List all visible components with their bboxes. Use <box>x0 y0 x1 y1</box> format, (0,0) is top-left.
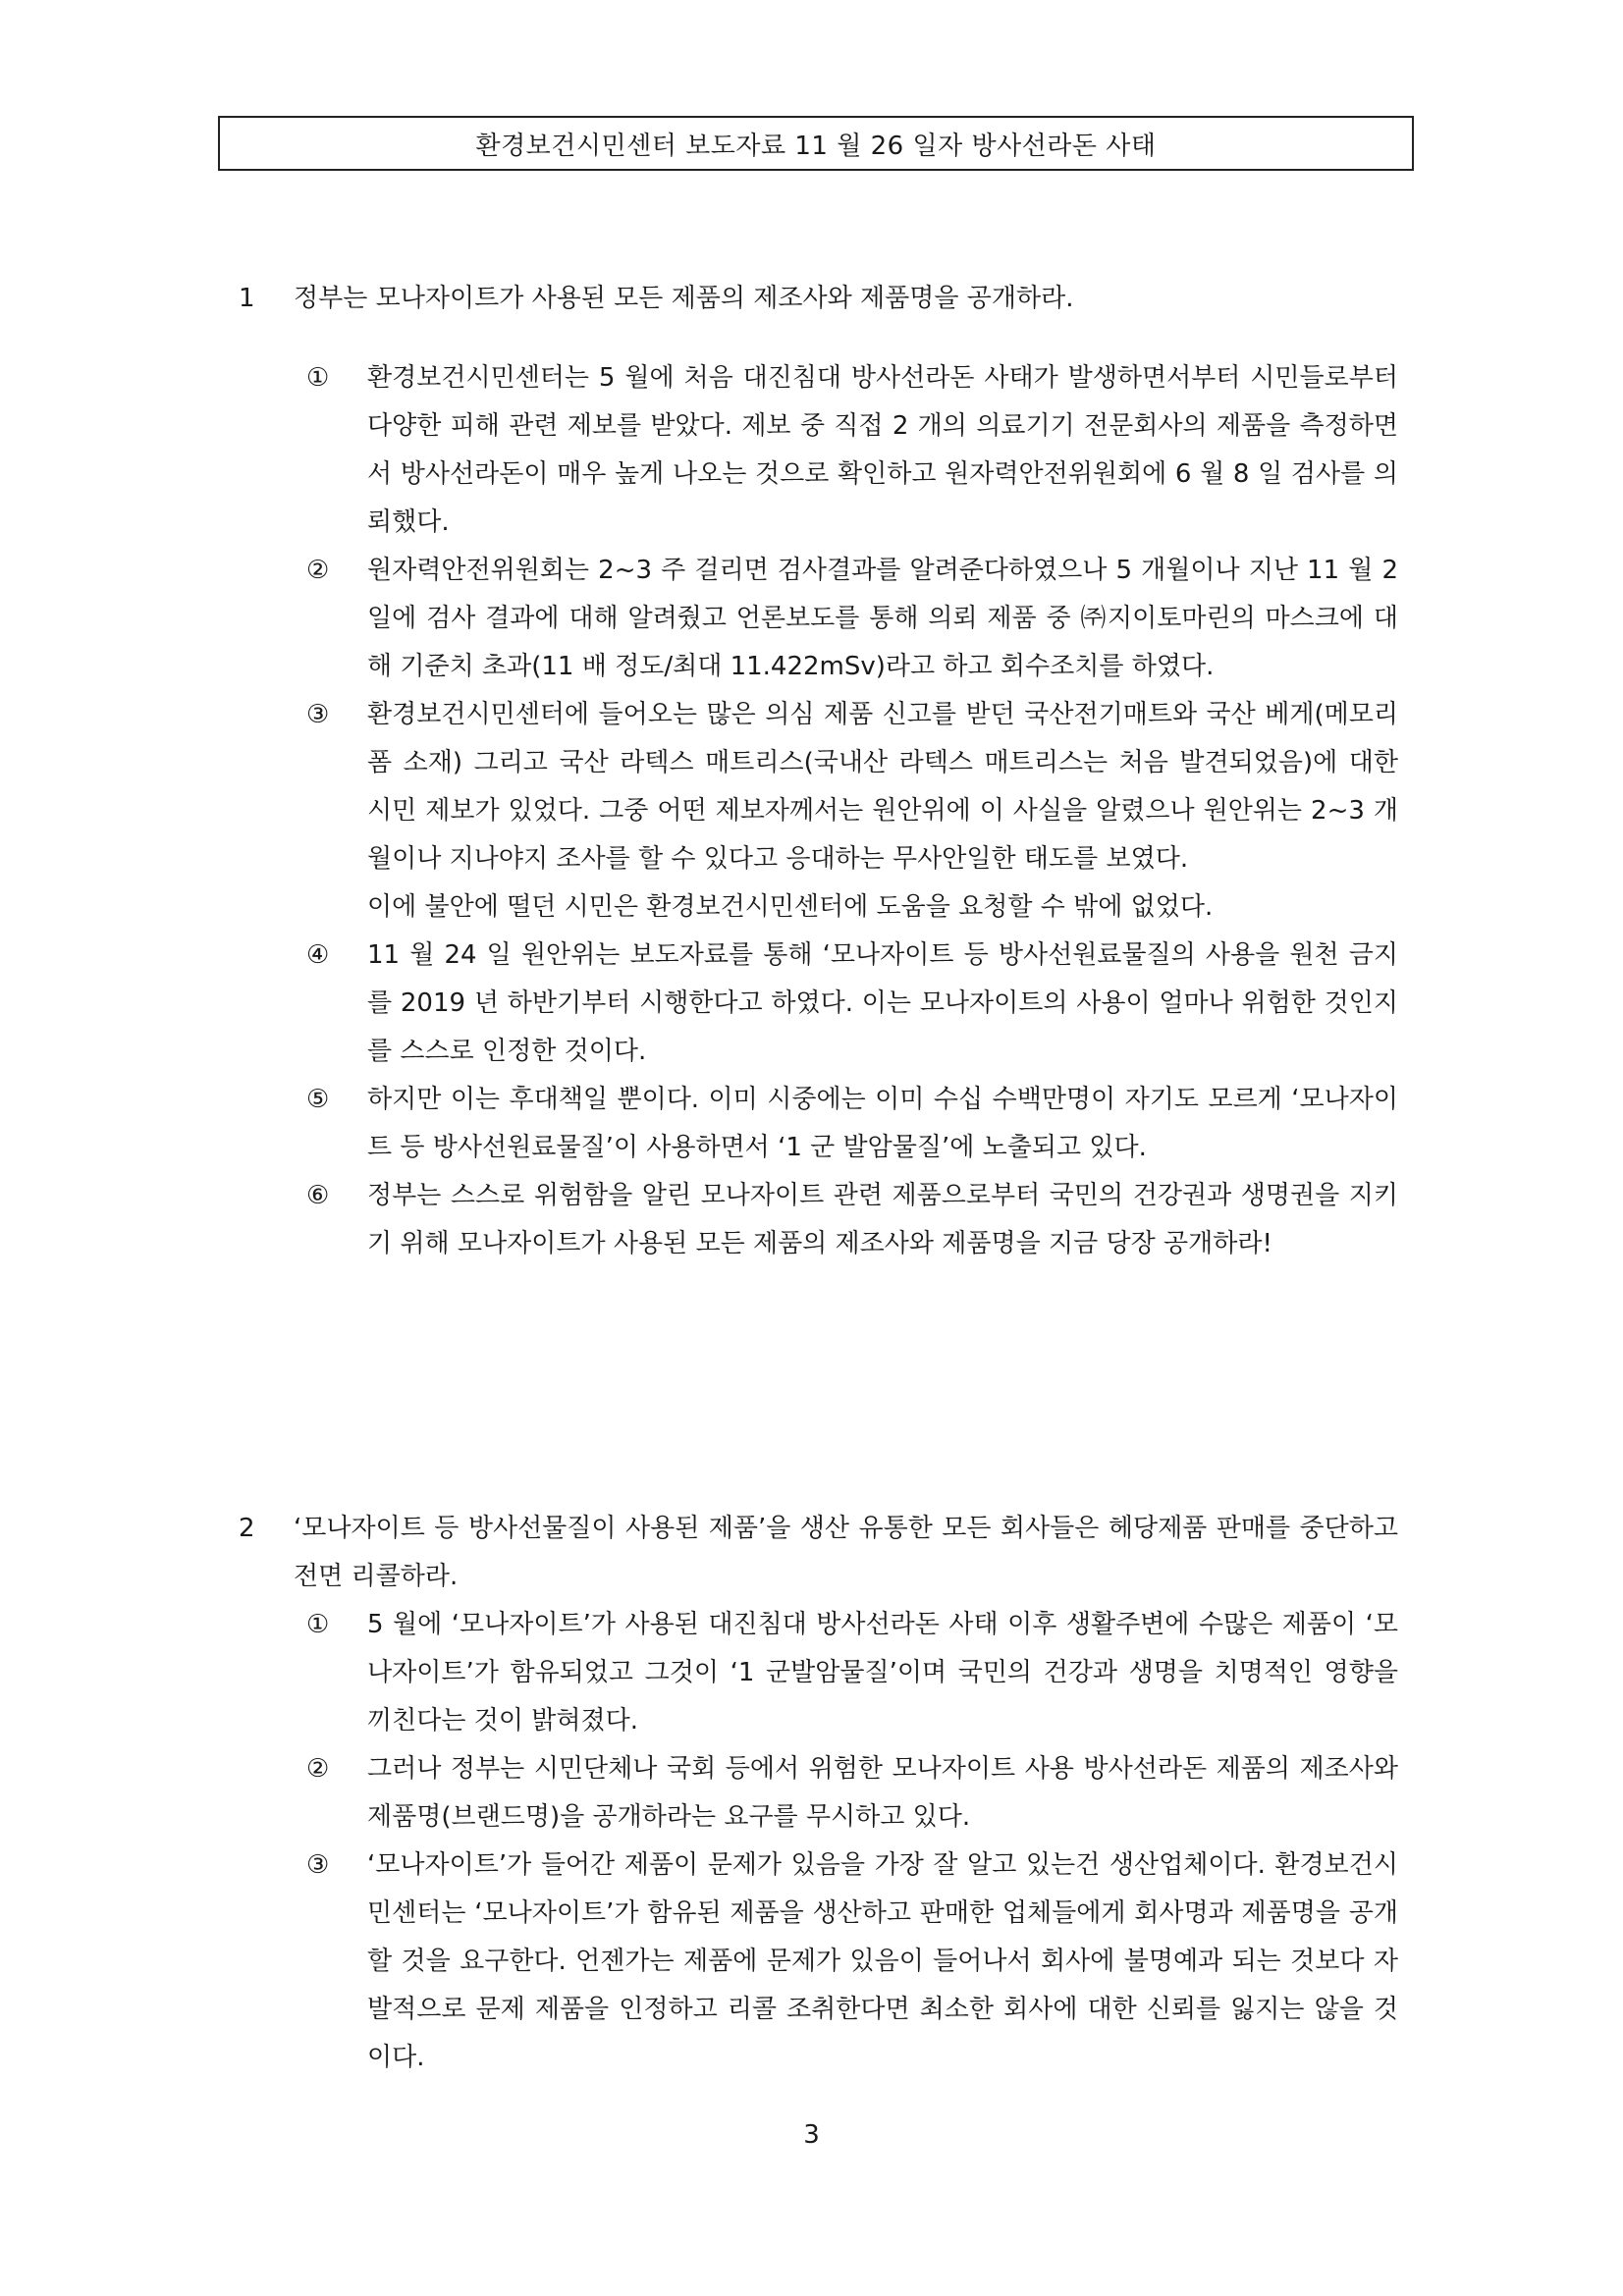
item-marker: ② <box>306 1754 330 1784</box>
item-text: 11 월 24 일 원안위는 보도자료를 통해 ‘모나자이트 등 방사선원료물질의 사용을 원천 금지를 2019 년 하반기부터 시행한다고 하였다. 이는 모나자이트의 사용이 얼마나 위험한 것인지를 스스로 인정한 것이다. <box>367 940 1398 1066</box>
section-heading <box>0 275 1623 323</box>
item-continuation: 이에 불안에 떨던 시민은 환경보건시민센터에 도움을 요청할 수 밖에 없었다. <box>367 892 1214 922</box>
section-heading <box>0 1505 1623 1601</box>
item-text: 원자력안전위원회는 2~3 주 걸리면 검사결과를 알려준다하였으나 5 개월이나 지난 11 월 2 일에 검사 결과에 대해 알려줬고 언론보도를 통해 의뢰 제품 중 ㈜지이토마린의 마스크에 대해 기준치 초과(11 배 정도/최대 11.422mSv)라고 하고 회수조치를 하였다. <box>367 556 1398 681</box>
list-item <box>0 354 1623 547</box>
page-number: 3 <box>803 2120 820 2150</box>
item-marker: ② <box>306 556 330 585</box>
section-number: 2 <box>239 1514 255 1543</box>
list-item <box>0 1745 1623 1842</box>
list-item <box>0 1172 1623 1268</box>
document-header <box>218 116 1414 171</box>
item-marker: ① <box>306 363 330 393</box>
list-item <box>0 1076 1623 1172</box>
list-item <box>0 1842 1623 2082</box>
list-item <box>0 691 1623 932</box>
item-text: 하지만 이는 후대책일 뿐이다. 이미 시중에는 이미 수십 수백만명이 자기도 모르게 ‘모나자이트 등 방사선원료물질’이 사용하면서 ‘1 군 발암물질’에 노출되고 있다. <box>367 1085 1398 1162</box>
section-title: 정부는 모나자이트가 사용된 모든 제품의 제조사와 제품명을 공개하라. <box>294 284 1074 313</box>
list-item <box>0 932 1623 1076</box>
list-item <box>0 547 1623 691</box>
item-text: 정부는 스스로 위험함을 알린 모나자이트 관련 제품으로부터 국민의 건강권과 생명권을 지키기 위해 모나자이트가 사용된 모든 제품의 제조사와 제품명을 지금 당장 공개하라! <box>367 1181 1398 1258</box>
section-1 <box>0 275 1623 1268</box>
section-2 <box>0 1505 1623 2082</box>
section-items <box>0 1601 1623 2082</box>
item-marker: ③ <box>306 1850 330 1880</box>
item-marker: ⑤ <box>306 1085 330 1114</box>
item-marker: ① <box>306 1610 330 1639</box>
item-text: 그러나 정부는 시민단체나 국회 등에서 위험한 모나자이트 사용 방사선라돈 제품의 제조사와 제품명(브랜드명)을 공개하라는 요구를 무시하고 있다. <box>367 1754 1398 1832</box>
item-text: 5 월에 ‘모나자이트’가 사용된 대진침대 방사선라돈 사태 이후 생활주변에 수많은 제품이 ‘모나자이트’가 함유되었고 그것이 ‘1 군발암물질’이며 국민의 건강과 생명을 치명적인 영향을 끼친다는 것이 밝혀졌다. <box>367 1610 1398 1735</box>
section-title: ‘모나자이트 등 방사선물질이 사용된 제품’을 생산 유통한 모든 회사들은 헤당제품 판매를 중단하고 전면 리콜하라. <box>294 1514 1398 1591</box>
item-text: 환경보건시민센터는 5 월에 처음 대진침대 방사선라돈 사태가 발생하면서부터 시민들로부터 다양한 피해 관련 제보를 받았다. 제보 중 직접 2 개의 의료기기 전문회사의 제품을 측정하면서 방사선라돈이 매우 높게 나오는 것으로 확인하고 원자력안전위원회에 6 월 8 일 검사를 의뢰했다. <box>367 363 1398 537</box>
item-text: 환경보건시민센터에 들어오는 많은 의심 제품 신고를 받던 국산전기매트와 국산 베게(메모리폼 소재) 그리고 국산 라텍스 매트리스(국내산 라텍스 매트리스는 처음 발견되었음)에 대한 시민 제보가 있었다. 그중 어떤 제보자께서는 원안위에 이 사실을 알렸으나 원안위는 2~3 개월이나 지나야지 조사를 할 수 있다고 응대하는 무사안일한 태도를 보였다. <box>367 700 1398 874</box>
item-marker: ③ <box>306 700 330 729</box>
header-title: 환경보건시민센터 보도자료 11 월 26 일자 방사선라돈 사태 <box>475 131 1157 161</box>
item-marker: ⑥ <box>306 1181 330 1210</box>
list-item <box>0 1601 1623 1745</box>
item-text: ‘모나자이트’가 들어간 제품이 문제가 있음을 가장 잘 알고 있는건 생산업체이다. 환경보건시민센터는 ‘모나자이트’가 함유된 제품을 생산하고 판매한 업체들에게 회사명과 제품명을 공개할 것을 요구한다. 언젠가는 제품에 문제가 있음이 들어나서 회사에 불명예과 되는 것보다 자발적으로 문제 제품을 인정하고 리콜 조취한다면 최소한 회사에 대한 신뢰를 잃지는 않을 것이다. <box>367 1850 1398 2072</box>
section-items <box>0 354 1623 1268</box>
section-number: 1 <box>239 284 255 313</box>
item-marker: ④ <box>306 940 330 970</box>
